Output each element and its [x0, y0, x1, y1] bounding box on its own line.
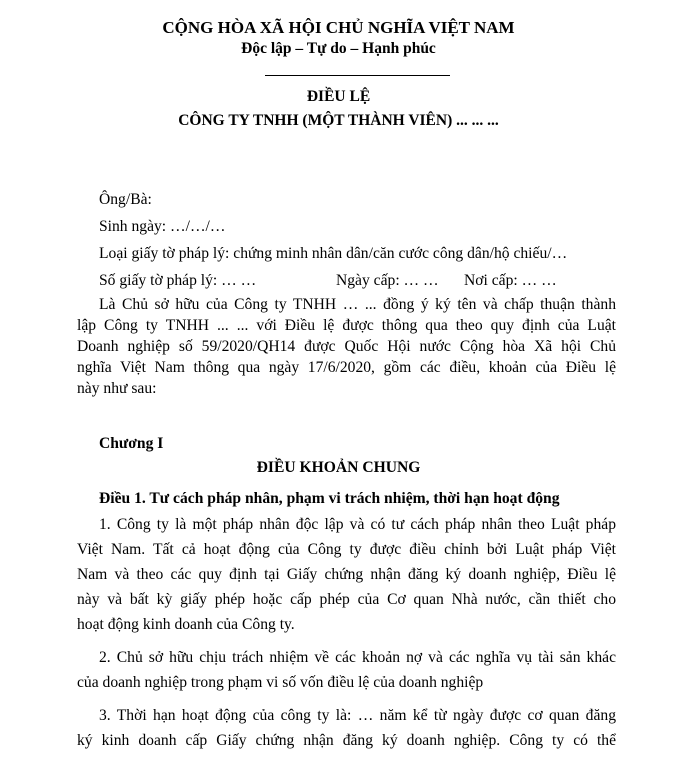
motto: Độc lập – Tự do – Hạnh phúc	[241, 40, 436, 57]
chapter-title: ĐIỀU KHOẢN CHUNG	[256, 459, 421, 476]
owner-id-number-line: Số giấy tờ pháp lý: … …	[99, 272, 257, 289]
national-title: CỘNG HÒA XÃ HỘI CHỦ NGHĨA VIỆT NAM	[162, 18, 515, 37]
intro-line: nghĩa Việt Nam thông qua ngày 17/6/2020, gồm các điều, khoản của Điều lệ	[77, 359, 616, 376]
owner-issue-place-line: Nơi cấp: … …	[464, 272, 557, 289]
owner-id-type-line: Loại giấy tờ pháp lý: chứng minh nhân dân/căn cước công dân/hộ chiếu/…	[99, 245, 568, 262]
intro-line: Là Chủ sở hữu của Công ty TNHH … ... đồng ý ký tên và chấp thuận thành	[99, 296, 616, 313]
paragraph-line: của doanh nghiệp trong phạm vi số vốn điều lệ của doanh nghiệp	[77, 674, 484, 691]
document-title: ĐIỀU LỆ	[306, 88, 371, 105]
paragraph-line: Nam và theo các quy định tại Giấy chứng nhận đăng ký doanh nghiệp, Điều lệ	[77, 566, 616, 583]
article-1-title: Điều 1. Tư cách pháp nhân, phạm vi trách nhiệm, thời hạn hoạt động	[99, 490, 560, 507]
paragraph-line: hoạt động kinh doanh của Công ty.	[77, 616, 295, 633]
intro-line: này như sau:	[77, 380, 157, 397]
company-name-title: CÔNG TY TNHH (MỘT THÀNH VIÊN) ... ... ...	[178, 112, 499, 129]
intro-line: lập Công ty TNHH ... ... với Điều lệ được thông qua theo quy định của Luật	[77, 317, 616, 334]
owner-issue-date-line: Ngày cấp: … …	[336, 272, 439, 289]
paragraph-line: Việt Nam. Tất cả hoạt động của Công ty được điều chỉnh bởi Luật pháp Việt	[77, 541, 616, 558]
intro-line: Doanh nghiệp số 59/2020/QH14 được Quốc Hội nước Cộng hòa Xã hội Chủ	[77, 338, 616, 355]
paragraph-line: này và bất kỳ giấy phép hoặc cấp phép của Cơ quan Nhà nước, cần thiết cho	[77, 591, 616, 608]
owner-dob-line: Sinh ngày: …/…/…	[99, 218, 226, 235]
paragraph-line: ký kinh doanh cấp Giấy chứng nhận đăng ký doanh nghiệp. Công ty có thể	[77, 732, 616, 749]
paragraph-line: 2. Chủ sở hữu chịu trách nhiệm về các khoản nợ và các nghĩa vụ tài sản khác	[99, 649, 616, 666]
paragraph-line: 3. Thời hạn hoạt động của công ty là: … năm kể từ ngày được cơ quan đăng	[99, 707, 616, 724]
header-divider	[265, 75, 450, 76]
chapter-label: Chương I	[99, 435, 164, 452]
paragraph-line: 1. Công ty là một pháp nhân độc lập và có tư cách pháp nhân theo Luật pháp	[99, 516, 616, 533]
owner-name-line: Ông/Bà:	[99, 191, 152, 208]
